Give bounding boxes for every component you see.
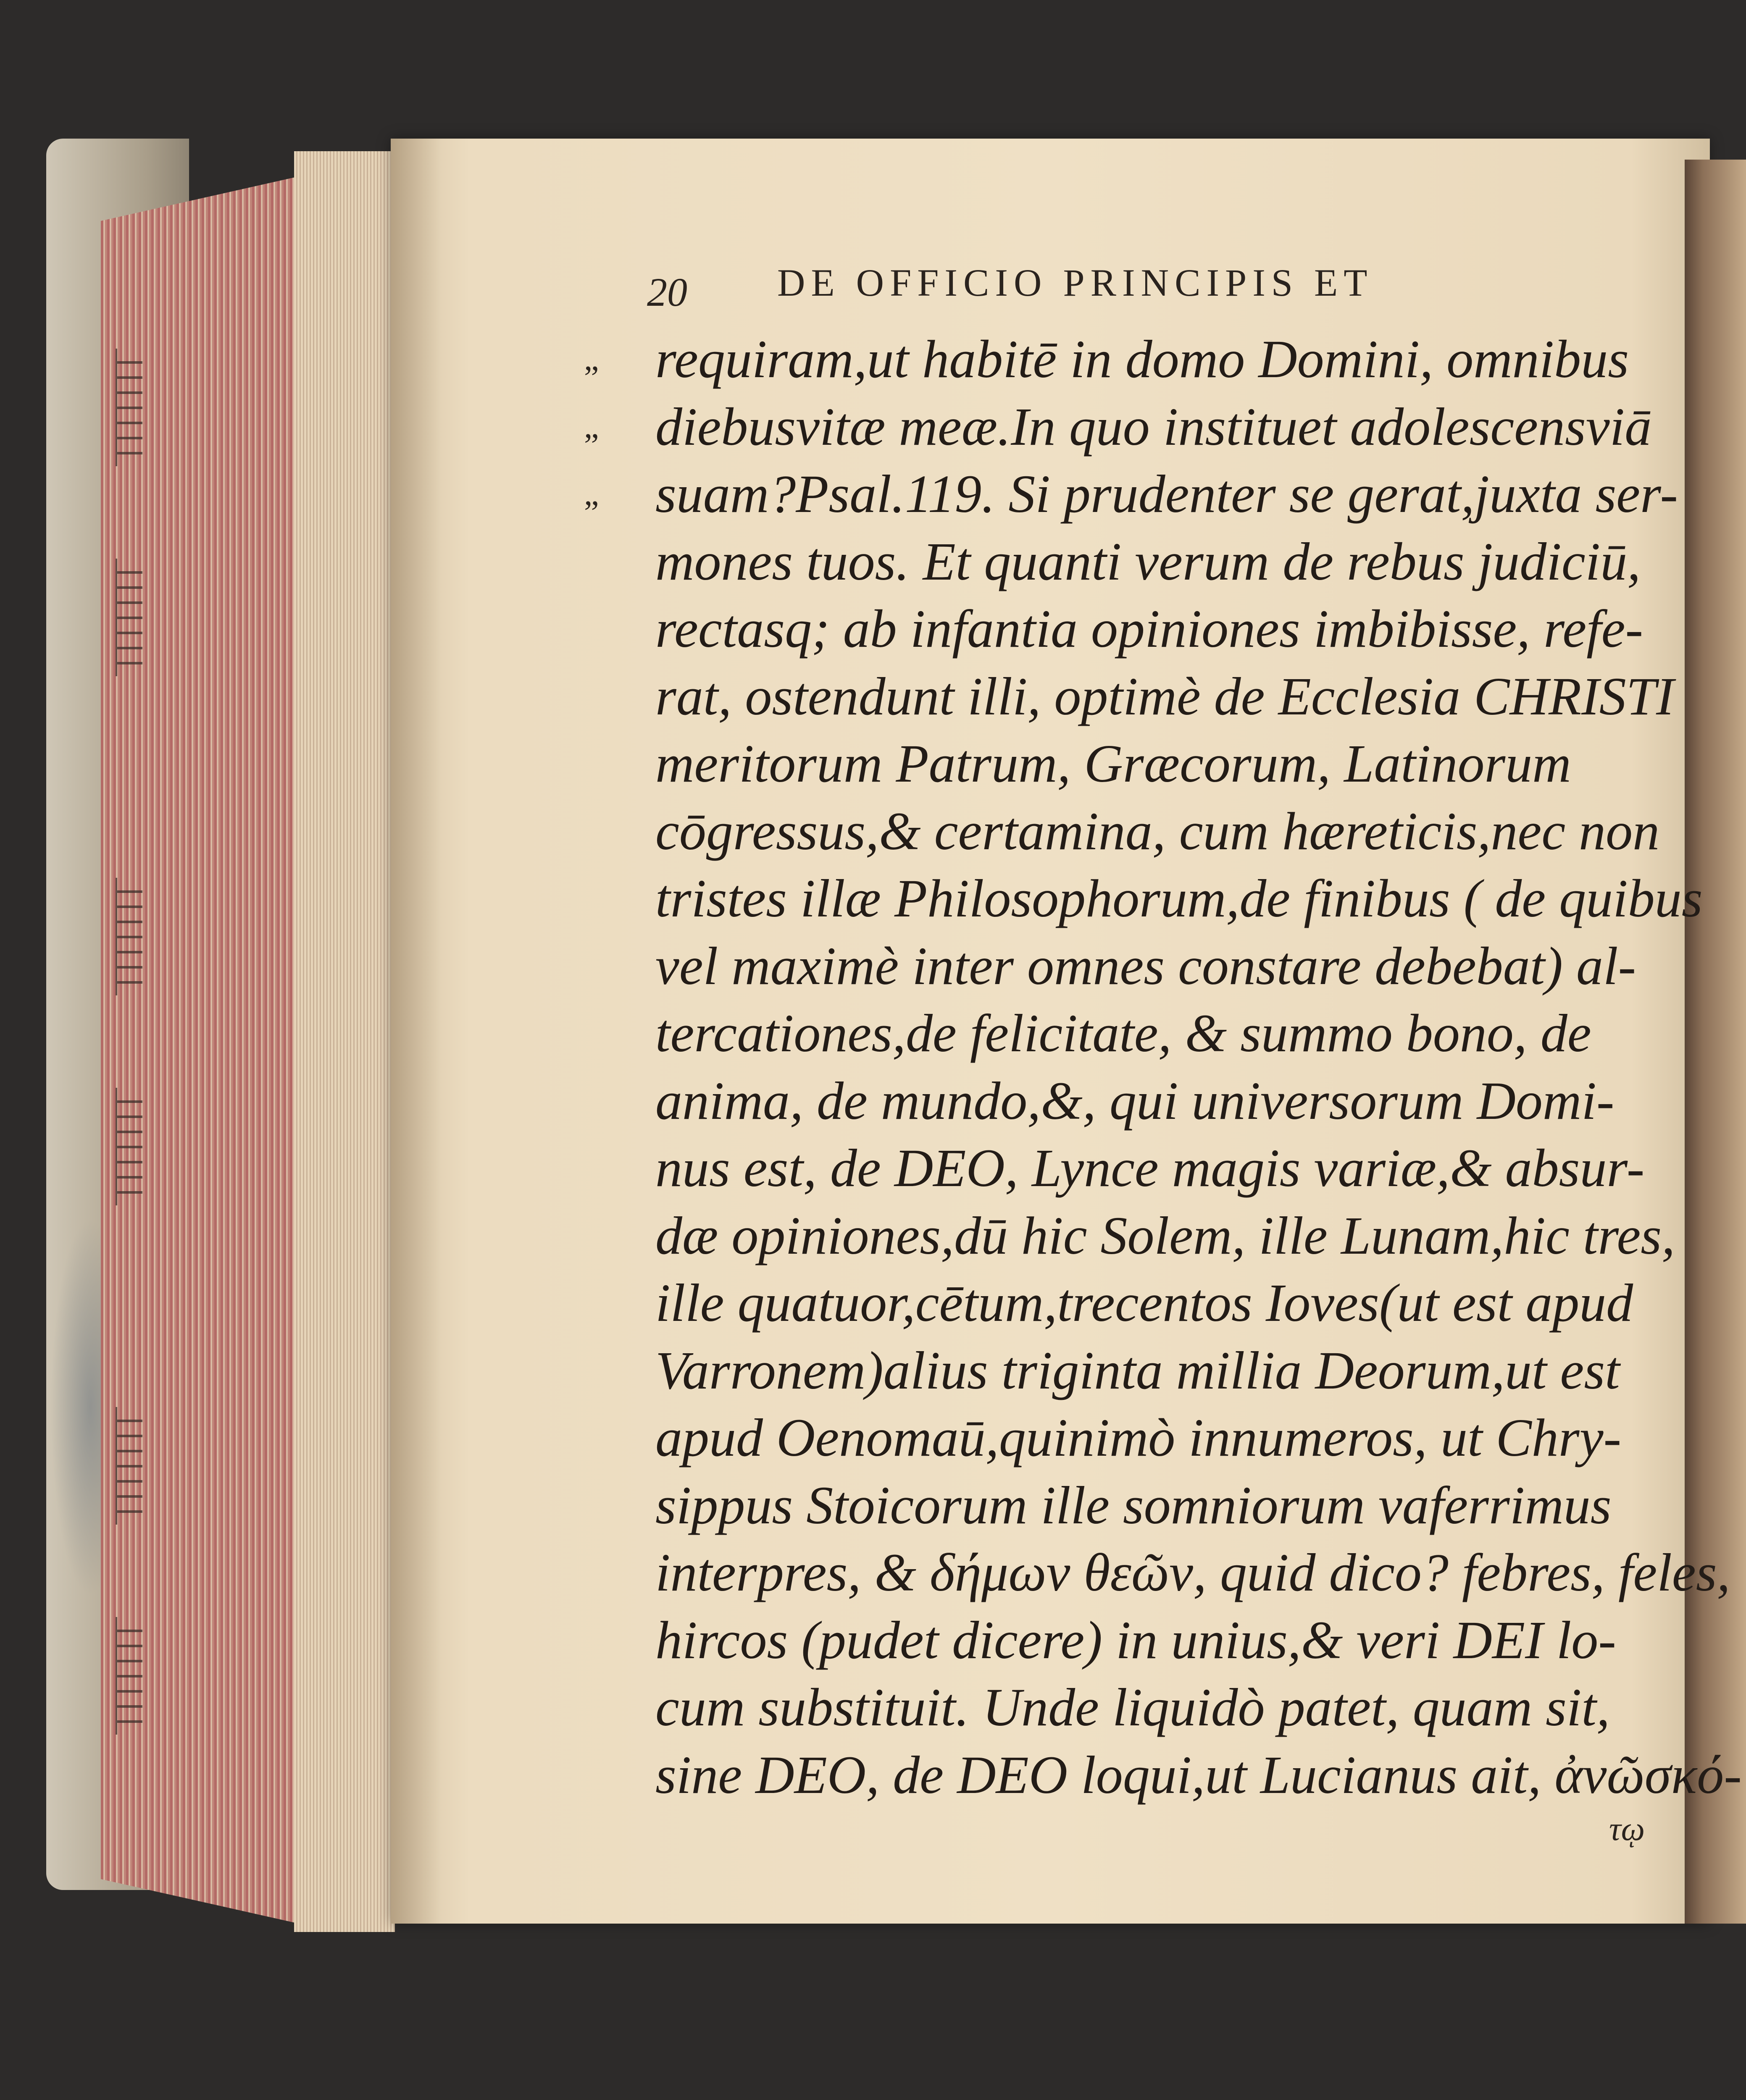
quotation-marker: „	[584, 408, 599, 445]
text-line	[655, 1404, 1638, 1472]
text-line	[655, 1269, 1638, 1337]
text-line	[584, 393, 1652, 461]
text-line-content: sippus Stoicorum ille somniorum vaferrimus	[655, 1475, 1612, 1535]
text-line	[655, 1606, 1638, 1674]
text-line-content: dæ opiniones,dū hic Solem, ille Lunam,hic tres,	[655, 1205, 1675, 1265]
tick-mark	[116, 1088, 142, 1205]
facing-page-edge	[1685, 160, 1746, 1924]
text-line	[655, 1674, 1638, 1741]
text-line-content: Varronem)alius triginta millia Deorum,ut est	[655, 1340, 1620, 1400]
running-title: DE OFFICIO PRINCIPIS ET	[777, 261, 1373, 304]
text-line	[655, 1337, 1638, 1404]
tick-mark	[116, 1407, 142, 1525]
text-line	[655, 1539, 1730, 1606]
tick-mark	[116, 878, 142, 995]
tick-mark	[116, 1617, 142, 1735]
quotation-marker: „	[584, 475, 599, 512]
page-number: 20	[647, 270, 687, 315]
text-line	[655, 865, 1703, 932]
text-line	[655, 1472, 1638, 1539]
text-line-content: apud Oenomaū,quinimò innumeros, ut Chry-	[655, 1408, 1622, 1467]
text-line	[655, 1741, 1742, 1809]
text-line-content: requiram,ut habitē in domo Domini, omnibus	[655, 329, 1629, 389]
text-line	[655, 528, 1641, 596]
text-line-content: interpres, & δήμων θεῶν, quid dico? febres, feles,	[655, 1543, 1730, 1602]
text-line	[655, 663, 1674, 730]
catchword: τῳ	[1609, 1811, 1645, 1848]
text-line-content: diebusvitæ meæ.In quo instituet adolescensviā	[655, 396, 1652, 457]
text-line	[655, 798, 1660, 865]
text-line	[655, 595, 1643, 663]
text-line-content: suam?Psal.119. Si prudenter se gerat,juxta ser-	[655, 464, 1678, 524]
text-line-content: mones tuos. Et quanti verum de rebus judiciū,	[655, 531, 1641, 591]
text-line	[655, 1134, 1645, 1202]
text-line	[655, 932, 1638, 1000]
text-line-content: tristes illæ Philosophorum,de finibus ( de quibus	[655, 869, 1703, 928]
text-line-content: rat, ostendunt illi, optimè de Ecclesia CHRISTI	[655, 666, 1674, 726]
text-line-content: hircos (pudet dicere) in unius,& veri DEI lo-	[655, 1610, 1616, 1670]
text-line-content: nus est, de DEO, Lynce magis variæ,& absur-	[655, 1138, 1645, 1198]
text-line-content: cum substituit. Unde liquidò patet, quam sit,	[655, 1677, 1610, 1737]
page-gutter-shadow	[391, 139, 441, 1924]
text-line-content: cōgressus,& certamina, cum hæreticis,nec non	[655, 801, 1660, 861]
quotation-marker: „	[584, 341, 599, 378]
text-line-content: ille quatuor,cētum,trecentos Ioves(ut est apud	[655, 1273, 1633, 1333]
text-line-content: vel maximè inter omnes constare debebat) al-	[655, 936, 1636, 996]
body-text	[584, 326, 1742, 1809]
text-line	[655, 1000, 1638, 1067]
tick-mark	[116, 559, 142, 676]
text-line-content: rectasq; ab infantia opiniones imbibisse, refe-	[655, 599, 1643, 659]
text-line-content: anima, de mundo,&, qui universorum Domi-	[655, 1071, 1615, 1131]
text-line-content: meritorum Patrum, Græcorum, Latinorum	[655, 734, 1571, 793]
text-line	[655, 1067, 1638, 1135]
text-line	[655, 1202, 1675, 1270]
page-edges-inner	[294, 151, 395, 1932]
text-line-content: tercationes,de felicitate, & summo bono, de	[655, 1003, 1591, 1063]
text-line	[655, 730, 1638, 798]
text-line-content: sine DEO, de DEO loqui,ut Lucianus ait, ἀνῶσκό-	[655, 1745, 1742, 1805]
text-line	[584, 326, 1638, 393]
text-line	[584, 460, 1678, 528]
spine-tick-marks	[116, 349, 141, 1735]
tick-mark	[116, 349, 142, 466]
